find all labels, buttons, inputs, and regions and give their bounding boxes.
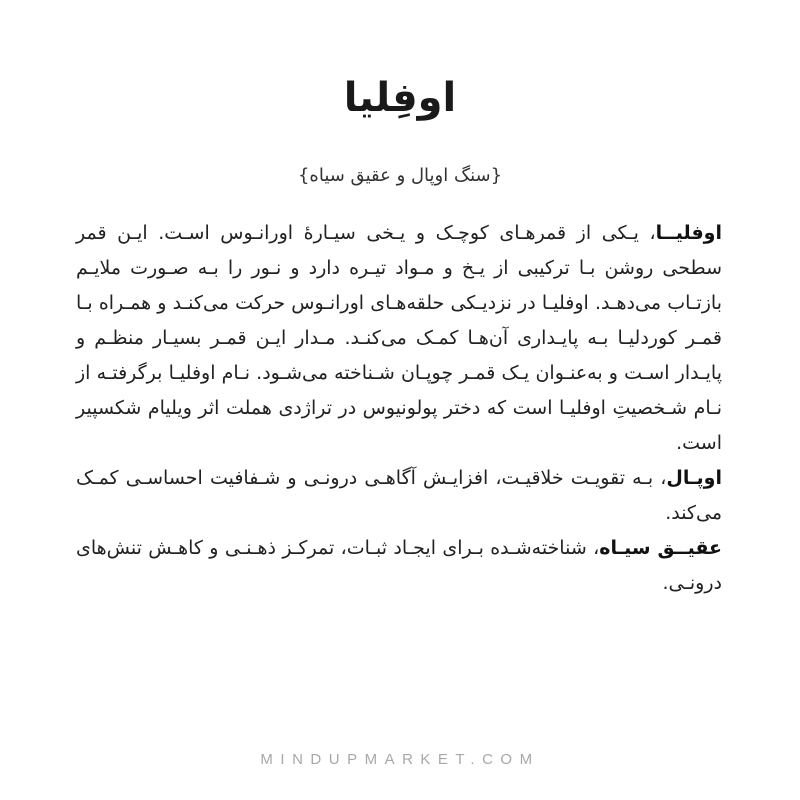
page-subtitle: {سنگ اوپال و عقیق سیاه} [297, 165, 503, 186]
description-body [76, 216, 722, 601]
site-footer-url: MINDUPMARKET.COM [260, 751, 540, 768]
term-ophelia: اوفلیــا [655, 222, 722, 244]
paragraph-opal [76, 461, 722, 531]
term-opal: اوپـال [666, 467, 722, 489]
term-black-onyx: عقیــق سیـاه [599, 537, 722, 559]
text-black-onyx: ، شناخته‌شـده بـرای ایجـاد ثبـات، تمرکـز ذهـنـی و کاهـش تنش‌های درونـی. [76, 537, 722, 594]
page-title: اوفِلیا [343, 75, 457, 121]
paragraph-ophelia [76, 216, 722, 461]
text-ophelia: ، یـکی از قمرهـای کوچـک و یـخی سیـارۀ اورانـوس اسـت. ایـن قمر سطحی روشن بـا ترکیبی از یـخ و مـواد تیـره دارد و نـور را بـه صـورت ملایـم بازتـاب می‌دهـد. اوفلیـا در نزدیـکی حلقه‌هـای اورانـوس حرکت می‌کنـد و همـراه بـا قمـر کوردلیـا بـه پایـداری آن‌هـا کمـک می‌کنـد. مـدار ایـن قمـر بسیـار منظـم و پایـدار اسـت و به‌عنـوان یـک قمـر چوپـان شـناخته می‌شـود. نـام اوفلیـا برگرفتـه از نـام شـخصیتِ اوفلیـا است که دختر پولونیوس در تراژدی هملت اثر ویلیام شکسپیر است. [76, 222, 722, 454]
text-opal: ، بـه تقویـت خلاقیـت، افزایـش آگاهـی درونـی و شـفافیت احساسـی کمـک می‌کند. [76, 467, 722, 524]
paragraph-black-onyx [76, 531, 722, 601]
